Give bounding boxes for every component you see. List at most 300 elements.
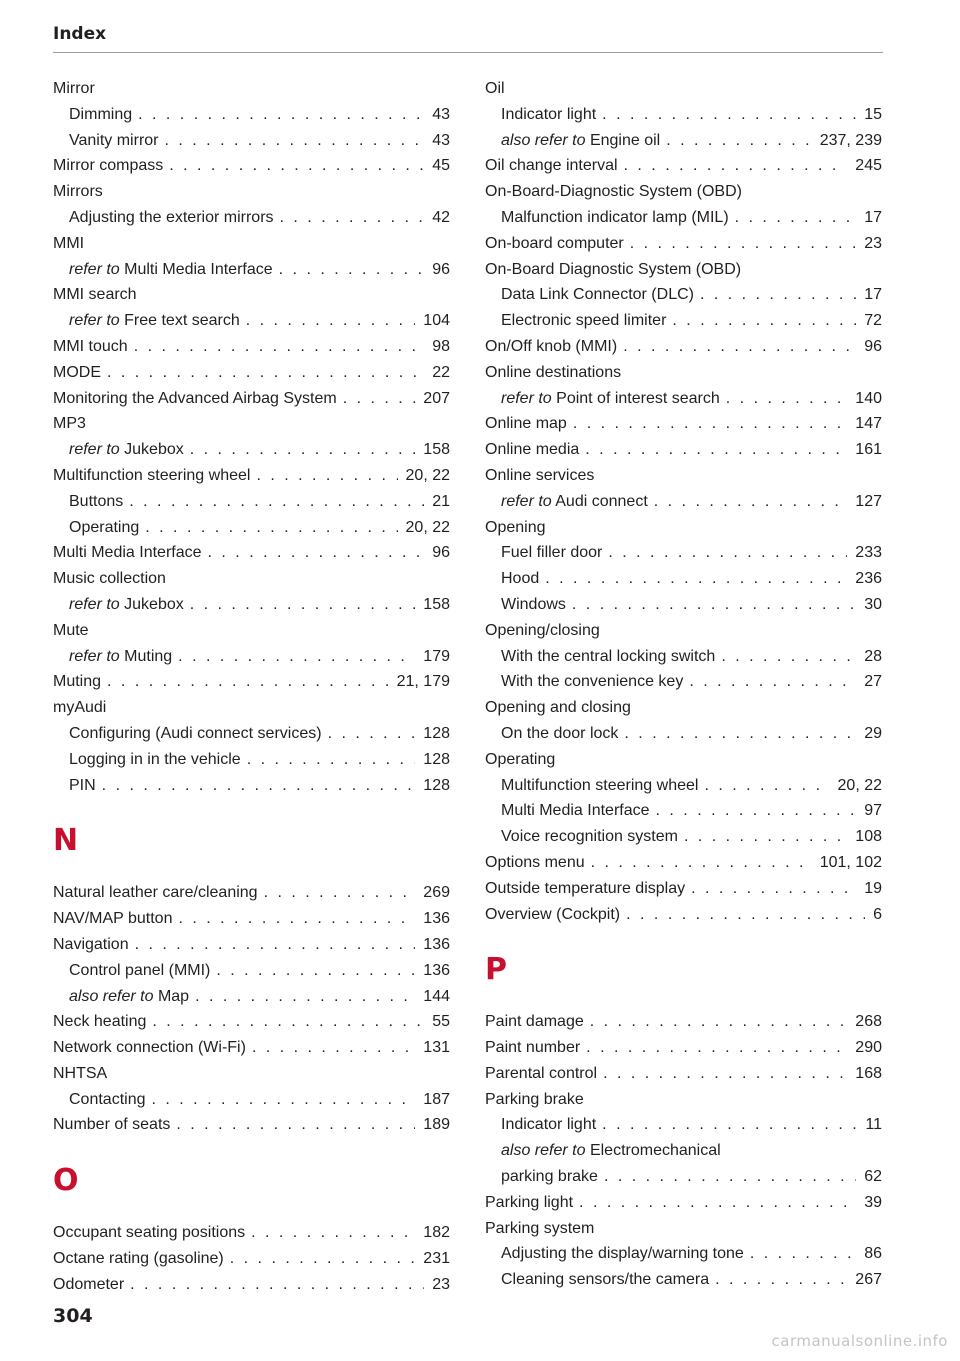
page-reference: 86 [864,1245,882,1263]
index-term: Indicator light [501,1116,597,1134]
dot-leader [579,1190,856,1216]
index-entry [53,1035,450,1061]
dot-leader [195,984,415,1010]
index-term: Overview (Cockpit) [485,905,621,923]
index-entry [485,463,882,489]
index-entry [485,257,882,283]
index-term: Jukebox [124,441,184,459]
index-letter-heading: N [53,823,79,859]
cross-reference-label: refer to [69,595,120,613]
index-subentry [53,958,450,984]
page-reference: 233 [855,544,882,562]
index-entry [53,618,450,644]
index-term: Opening/closing [485,621,600,639]
index-entry [485,747,882,773]
index-entry [53,179,450,205]
index-term: Buttons [69,492,124,510]
dot-leader [264,880,416,906]
index-subentry [53,1087,450,1113]
index-subentry [485,566,882,592]
index-term: Multi Media Interface [501,802,650,820]
index-subentry [485,489,882,515]
index-subentry [53,437,450,463]
index-subentry [485,1241,882,1267]
dot-leader [721,644,856,670]
index-term: On/Off knob (MMI) [485,337,618,355]
dot-leader [691,876,856,902]
index-term: Mirror [53,80,95,97]
index-entry [53,360,450,386]
page-reference: 147 [855,415,882,433]
dot-leader [684,824,847,850]
index-entry [53,566,450,592]
index-entry [485,876,882,902]
watermark: carmanualsonline.info [771,1332,948,1350]
page-reference: 19 [864,879,882,897]
index-subentry [485,102,882,128]
dot-leader [165,128,425,154]
index-entry [53,334,450,360]
index-term: Online media [485,441,580,459]
dot-leader [343,386,416,412]
index-entry [485,515,882,541]
index-term: Configuring (Audi connect services) [69,724,322,742]
page-reference: 96 [864,337,882,355]
page-reference: 104 [423,312,450,330]
index-term: Natural leather care/cleaning [53,884,258,902]
page-reference: 20, 22 [837,776,882,794]
index-term: Cleaning sensors/the camera [501,1271,710,1289]
dot-leader [624,721,856,747]
dot-leader [572,592,856,618]
index-entry [485,411,882,437]
cross-reference-label: also refer to [69,987,154,1005]
index-term: Fuel filler door [501,544,603,562]
page-reference: 236 [855,570,882,588]
index-term: Opening and closing [485,699,631,717]
index-subentry [485,282,882,308]
index-subentry [485,1164,882,1190]
index-entry [53,540,450,566]
index-subentry [485,308,882,334]
index-entry [485,618,882,644]
index-subentry [53,102,450,128]
index-entry [485,902,882,928]
index-letter-heading: P [485,952,507,988]
page-reference: 237, 239 [819,131,882,149]
index-entry [485,1087,882,1113]
dot-leader [602,102,856,128]
index-entry [53,695,450,721]
index-subentry [53,308,450,334]
index-subentry [485,128,882,154]
index-entry [53,880,450,906]
page-reference: 268 [855,1013,882,1031]
index-entry [485,695,882,721]
index-entry [53,1061,450,1087]
page-reference: 267 [855,1271,882,1289]
index-entry [53,463,450,489]
index-term: Options menu [485,853,585,871]
index-entry [53,153,450,179]
dot-leader [216,958,415,984]
dot-leader [604,1164,856,1190]
index-entry [485,437,882,463]
dot-leader [251,1220,415,1246]
page-reference: 43 [432,131,450,149]
dot-leader [176,1112,415,1138]
index-term: Multi Media Interface [53,544,202,562]
dot-leader [190,592,416,618]
index-term: Oil [485,80,505,97]
index-term: Electronic speed limiter [501,312,667,330]
index-term: Parking light [485,1193,574,1211]
index-term: Music collection [53,570,166,588]
index-term: On-board computer [485,234,624,252]
page-reference: 136 [423,935,450,953]
cross-reference-label: refer to [69,441,120,459]
index-subentry [485,1112,882,1138]
dot-leader [247,747,416,773]
page-reference: 21 [432,492,450,510]
index-subentry [53,984,450,1010]
index-term: Multifunction steering wheel [53,466,251,484]
index-term: Octane rating (gasoline) [53,1250,224,1268]
index-term: MMI [53,234,85,252]
index-subentry [53,128,450,154]
index-term: parking brake [501,1168,598,1186]
dot-leader [138,102,424,128]
dot-leader [626,902,865,928]
page-reference: 97 [864,802,882,820]
index-entry [53,282,450,308]
index-term: Parental control [485,1064,598,1082]
page-reference: 22 [432,363,450,381]
page-reference: 43 [432,105,450,123]
dot-leader [252,1035,415,1061]
page-reference: 128 [423,724,450,742]
dot-leader [134,334,425,360]
index-term: Jukebox [124,595,184,613]
page-reference: 20, 22 [405,466,450,484]
index-term: Online destinations [485,363,622,381]
index-entry [485,1216,882,1242]
page-reference: 245 [855,157,882,175]
dot-leader [107,360,424,386]
page-reference: 101, 102 [819,853,882,871]
page-reference: 21, 179 [396,673,450,691]
page-reference: 161 [855,441,882,459]
index-entry [53,1272,450,1298]
dot-leader [545,566,847,592]
index-term: MMI touch [53,337,128,355]
cross-reference-label: refer to [69,260,120,278]
index-term: Paint damage [485,1013,584,1031]
page-reference: 23 [864,234,882,252]
cross-reference-label: refer to [501,492,552,510]
index-term: Dimming [69,105,133,123]
page-reference: 27 [864,673,882,691]
index-term: Free text search [124,312,240,330]
page-header-title: Index [53,24,107,44]
index-subentry [53,592,450,618]
page-reference: 207 [423,389,450,407]
index-entry [53,76,450,102]
dot-leader [152,1087,416,1113]
dot-leader [129,489,424,515]
dot-leader [704,773,829,799]
index-term: Occupant seating positions [53,1224,246,1242]
index-subentry [485,644,882,670]
index-term: NAV/MAP button [53,910,173,928]
dot-leader [726,386,848,412]
index-term: Hood [501,570,540,588]
index-term: Multifunction steering wheel [501,776,699,794]
index-subentry [485,205,882,231]
index-entry [53,932,450,958]
index-entry [485,1035,882,1061]
index-term: Mute [53,621,89,639]
index-subentry [53,747,450,773]
index-entry [485,334,882,360]
page-reference: 6 [873,905,882,923]
index-subentry [53,644,450,670]
index-term: On-Board Diagnostic System (OBD) [485,260,742,278]
index-subentry [485,1138,882,1164]
dot-leader [750,1241,856,1267]
dot-leader [590,1009,848,1035]
index-term: Audi connect [555,492,648,510]
page-reference: 179 [423,647,450,665]
dot-leader [107,669,389,695]
index-term: Multi Media Interface [124,260,273,278]
index-term: Network connection (Wi-Fi) [53,1039,246,1057]
dot-leader [208,540,425,566]
dot-leader [715,1267,847,1293]
index-term: MP3 [53,415,86,433]
dot-leader [280,205,425,231]
index-subentry [485,1267,882,1293]
dot-leader [624,153,848,179]
page-reference: 45 [432,157,450,175]
page-reference: 189 [423,1116,450,1134]
index-term: MODE [53,363,101,381]
dot-leader [573,411,847,437]
dot-leader [585,437,847,463]
index-term: Muting [53,673,102,691]
page-reference: 17 [864,208,882,226]
cross-reference-label: refer to [69,647,120,665]
cross-reference-label: refer to [501,389,552,407]
index-entry [53,906,450,932]
index-term: Parking system [485,1219,595,1237]
page-reference: 96 [432,260,450,278]
page-reference: 20, 22 [405,518,450,536]
dot-leader [246,308,416,334]
dot-leader [666,128,812,154]
index-subentry [485,798,882,824]
page-reference: 136 [423,961,450,979]
index-term: Navigation [53,935,129,953]
index-subentry [485,721,882,747]
dot-leader [603,1061,847,1087]
index-entry [53,1220,450,1246]
page-reference: 127 [855,492,882,510]
dot-leader [152,1009,424,1035]
index-entry [53,669,450,695]
index-term: Map [157,987,190,1005]
index-term: Windows [501,595,566,613]
page-reference: 128 [423,750,450,768]
page-reference: 23 [432,1275,450,1293]
dot-leader [230,1246,416,1272]
header-rule [53,52,883,53]
index-term: Opening [485,518,546,536]
page-reference: 128 [423,776,450,794]
index-term: Parking brake [485,1090,584,1108]
index-entry [485,1190,882,1216]
index-term: Online services [485,466,595,484]
dot-leader [689,669,856,695]
dot-leader [656,798,857,824]
index-term: Online map [485,415,567,433]
index-subentry [53,205,450,231]
index-term: Data Link Connector (DLC) [501,286,694,304]
index-entry [485,360,882,386]
page-number: 304 [53,1305,93,1327]
index-subentry [53,773,450,799]
index-entry [485,1061,882,1087]
index-term: Oil change interval [485,157,618,175]
index-term: Point of interest search [556,389,720,407]
index-term: Neck heating [53,1013,147,1031]
index-column-right [485,76,882,1293]
dot-leader [169,153,424,179]
index-subentry [485,773,882,799]
index-term: Outside temperature display [485,879,686,897]
page-reference: 231 [423,1250,450,1268]
page-reference: 15 [864,105,882,123]
index-term: Operating [485,750,556,768]
page-reference: 62 [864,1168,882,1186]
page-reference: 269 [423,884,450,902]
page-reference: 30 [864,595,882,613]
index-term: NHTSA [53,1064,108,1082]
index-term: Mirrors [53,183,103,201]
index-entry [53,231,450,257]
dot-leader [130,1272,424,1298]
page-reference: 11 [865,1116,882,1134]
index-entry [485,850,882,876]
index-subentry [53,489,450,515]
page-reference: 96 [432,544,450,562]
dot-leader [735,205,857,231]
index-term: Engine oil [589,131,661,149]
index-entry [53,411,450,437]
index-term: With the central locking switch [501,647,716,665]
page-reference: 187 [423,1090,450,1108]
index-term: Control panel (MMI) [69,961,211,979]
page-reference: 72 [864,312,882,330]
dot-leader [190,437,416,463]
index-entry [53,1009,450,1035]
page-reference: 98 [432,337,450,355]
page-reference: 131 [423,1039,450,1057]
index-term: Monitoring the Advanced Airbag System [53,389,337,407]
page-reference: 290 [855,1039,882,1057]
page-reference: 28 [864,647,882,665]
dot-leader [602,1112,857,1138]
index-entry [53,386,450,412]
dot-leader [591,850,812,876]
dot-leader [630,231,856,257]
index-subentry [485,592,882,618]
index-entry [53,1246,450,1272]
page-reference: 182 [423,1224,450,1242]
page-reference: 42 [432,208,450,226]
dot-leader [608,540,847,566]
index-term: myAudi [53,699,107,717]
page-reference: 108 [855,828,882,846]
page-reference: 136 [423,910,450,928]
index-entry [485,153,882,179]
dot-leader [586,1035,847,1061]
index-term: Paint number [485,1039,581,1057]
index-term: PIN [69,776,96,794]
index-term: Indicator light [501,105,597,123]
index-term: Operating [69,518,140,536]
index-term: Voice recognition system [501,828,678,846]
index-subentry [53,257,450,283]
dot-leader [700,282,856,308]
index-subentry [53,515,450,541]
dot-leader [145,515,397,541]
dot-leader [178,906,415,932]
page-reference: 144 [423,987,450,1005]
index-term: Adjusting the display/warning tone [501,1245,744,1263]
dot-leader [672,308,856,334]
page-reference: 168 [855,1064,882,1082]
index-term: Number of seats [53,1116,171,1134]
index-term: Electromechanical [589,1142,721,1160]
dot-leader [328,721,416,747]
index-term: Logging in in the vehicle [69,750,241,768]
index-entry [485,231,882,257]
index-term: With the convenience key [501,673,684,691]
index-subentry [485,386,882,412]
index-term: Contacting [69,1090,146,1108]
index-term: MMI search [53,286,137,304]
page-reference: 158 [423,595,450,613]
dot-leader [279,257,425,283]
cross-reference-label: refer to [69,312,120,330]
index-column-left [53,76,450,1298]
index-entry [485,1009,882,1035]
cross-reference-label: also refer to [501,131,586,149]
index-term: Mirror compass [53,157,164,175]
index-term: Vanity mirror [69,131,159,149]
page-reference: 29 [864,724,882,742]
index-letter-heading: O [53,1163,79,1199]
page-reference: 158 [423,441,450,459]
dot-leader [135,932,416,958]
index-entry [485,76,882,102]
index-subentry [485,540,882,566]
index-entry [53,1112,450,1138]
page-reference: 55 [432,1013,450,1031]
dot-leader [654,489,848,515]
index-entry [485,179,882,205]
